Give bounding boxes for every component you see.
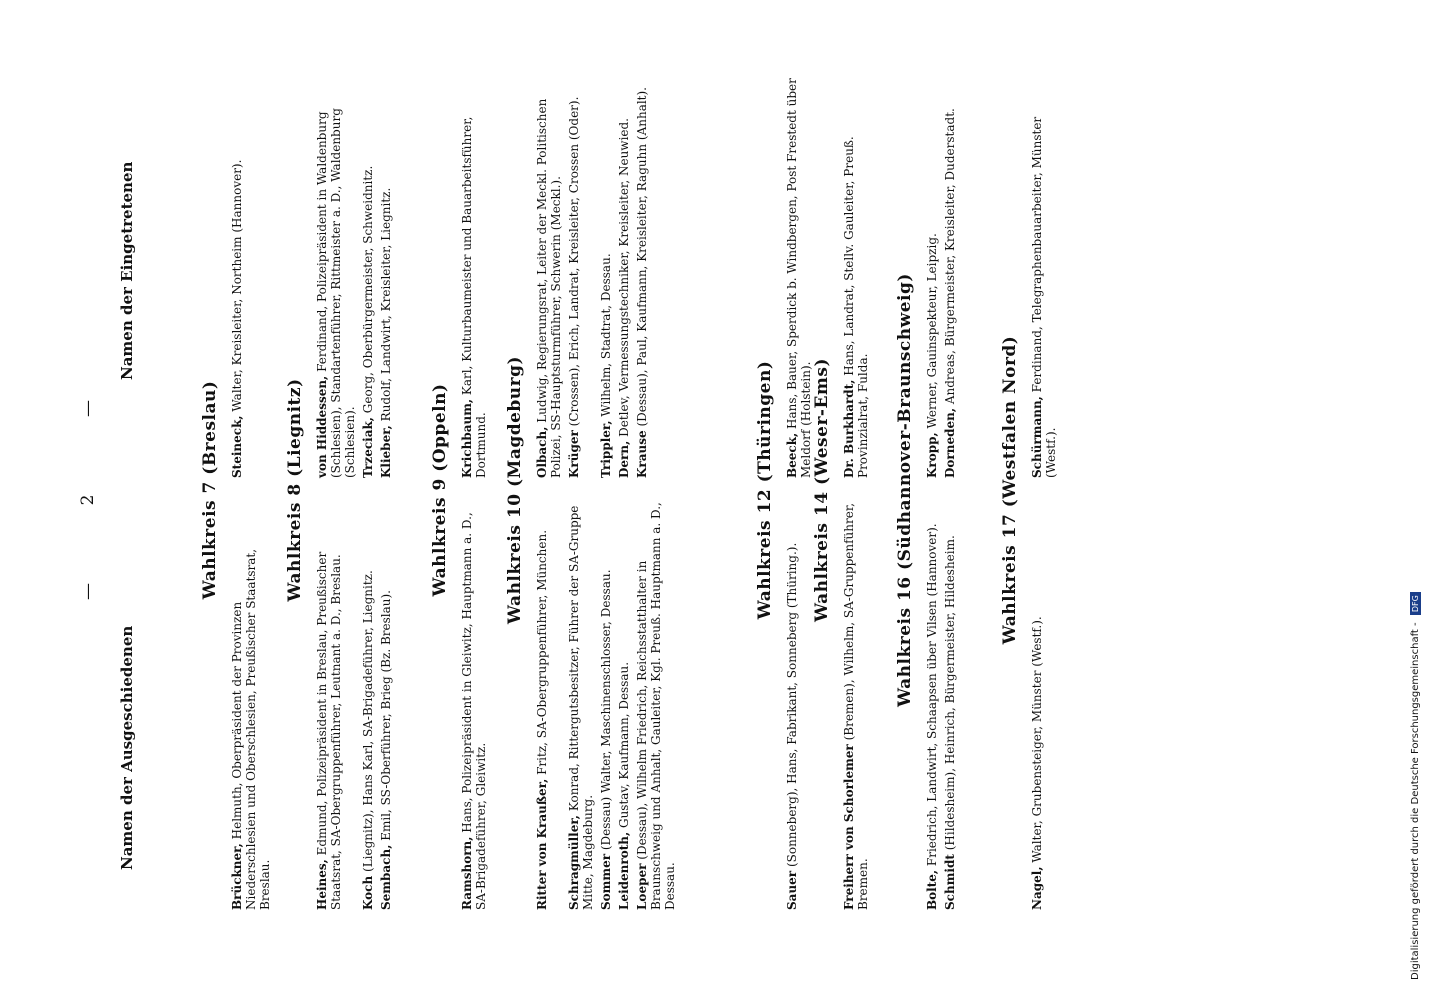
- entered-entry: [460, 70, 488, 478]
- section-wahlkreis: [430, 70, 488, 910]
- section-rows: [535, 70, 677, 910]
- table-row: [599, 70, 613, 910]
- person-details: (Dessau) Walter, Maschinenschlosser, Dessau.: [599, 569, 613, 851]
- table-row: [567, 70, 595, 910]
- page-number: — 2 —: [78, 470, 98, 530]
- section-rows: [1030, 70, 1058, 910]
- person-details: (Liegnitz), Hans Karl, SA-Brigadeführer, Liegnitz.: [361, 570, 375, 872]
- person-name: Trzeciak,: [361, 417, 375, 478]
- section-wahlkreis: [755, 70, 813, 910]
- person-name: Dr. Burkhardt,: [842, 379, 856, 478]
- person-name: Sauer: [785, 870, 799, 910]
- person-details: Gustav, Kaufmann, Dessau.: [617, 661, 631, 829]
- entered-entry: [635, 70, 677, 478]
- section-rows: [315, 70, 393, 910]
- person-details: Werner, Gauinspekteur, Leipzig.: [925, 233, 939, 429]
- person-details: (Dessau), Paul, Kaufmann, Kreisleiter, Raguhn (Anhalt).: [635, 87, 649, 427]
- person-name: Koch: [361, 875, 375, 910]
- table-row: [617, 70, 631, 910]
- section-title: Wahlkreis 14 (Weser-Ems): [812, 357, 832, 623]
- section-rows: [925, 70, 957, 910]
- table-row: [943, 70, 957, 910]
- departed-entry: [315, 502, 357, 910]
- person-details: Ludwig, Regierungsrat, Leiter der Meckl. Politischen Polizei, SS-Hauptsturmführer, Schwerin (Meckl.).: [535, 98, 563, 478]
- section-wahlkreis: [895, 70, 957, 910]
- table-row: [925, 70, 939, 910]
- person-details: Andreas, Bürgermeister, Kreisleiter, Duderstadt.: [943, 108, 957, 405]
- entered-entry: [943, 70, 957, 478]
- person-name: Schragmüller,: [567, 815, 581, 910]
- departed-entry: [617, 502, 631, 910]
- person-details: Rudolf, Landwirt, Kreisleiter, Liegnitz.: [379, 187, 393, 422]
- entered-entry: [599, 70, 613, 478]
- person-details: Friedrich, Landwirt, Schaapsen über Vilsen (Hannover).: [925, 523, 939, 867]
- person-name: Schmidt: [943, 854, 957, 910]
- person-name: Dern,: [617, 440, 631, 478]
- person-details: Karl, Kulturbaumeister und Bauarbeitsführer, Dortmund.: [460, 116, 488, 478]
- section-title: Wahlkreis 7 (Breslau): [200, 380, 220, 600]
- table-row: [230, 70, 272, 910]
- table-row: [635, 70, 677, 910]
- person-details: Edmund, Polizeipräsident in Breslau, Preußischer Staatsrat, SA-Obergruppenführer, Leutnant a. D., Breslau.: [315, 551, 343, 910]
- departed-entry: [842, 502, 870, 910]
- person-details: Ferdinand, Telegraphenbauarbeiter, Münster (Westf.).: [1030, 116, 1058, 478]
- section-wahlkreis: [200, 70, 272, 910]
- entered-entry: [315, 70, 357, 478]
- person-name: Ramshorn,: [460, 836, 474, 910]
- section-wahlkreis: [812, 70, 870, 910]
- entered-entry: [785, 70, 813, 478]
- person-details: Walter, Kreisleiter, Northeim (Hannover).: [230, 159, 244, 412]
- section-title: Wahlkreis 8 (Liegnitz): [285, 378, 305, 602]
- section-wahlkreis: [285, 70, 393, 910]
- section-title: Wahlkreis 10 (Magdeburg): [505, 355, 525, 625]
- departed-entry: [599, 502, 613, 910]
- departed-entry: [230, 502, 272, 910]
- person-name: Loeper: [635, 863, 649, 910]
- person-name: Sommer: [599, 853, 613, 910]
- table-row: [379, 70, 393, 910]
- person-name: Schürmann,: [1030, 396, 1044, 478]
- departed-entry: [1030, 502, 1058, 910]
- departed-entry: [567, 502, 595, 910]
- person-name: Steineck,: [230, 415, 244, 478]
- departed-entry: [460, 502, 488, 910]
- section-rows: [460, 70, 488, 910]
- person-details: Walter, Grubensteiger, Münster (Westf.).: [1030, 616, 1044, 863]
- table-row: [785, 70, 813, 910]
- header-left-departed: Namen der Ausgeschiedenen: [118, 625, 136, 870]
- person-name: Beeck,: [785, 432, 799, 478]
- person-details: (Hildesheim), Heinrich, Bürgermeister, Hildesheim.: [943, 535, 957, 851]
- person-name: Kropp,: [925, 432, 939, 478]
- person-details: Ferdinand, Polizeipräsident in Waldenburg (Schlesien), Standartenführer, Rittmeister a. D., Waldenburg (Schlesien).: [315, 108, 357, 478]
- person-name: Krichbaum,: [460, 398, 474, 478]
- section-title: Wahlkreis 17 (Westfalen Nord): [1000, 335, 1020, 645]
- table-row: [535, 70, 563, 910]
- person-details: (Bremen), Wilhelm, SA-Gruppenführer, Bremen.: [842, 502, 870, 910]
- departed-entry: [785, 502, 813, 910]
- digitization-credit: [1410, 20, 1421, 980]
- departed-entry: [925, 502, 939, 910]
- person-details: (Dessau), Wilhelm Friedrich, Reichsstatthalter in Braunschweig und Anhalt, Gauleiter, Kgl. Preuß. Hauptmann a. D., Dessau.: [635, 502, 677, 910]
- person-name: Leidenroth,: [617, 831, 631, 910]
- section-title: Wahlkreis 9 (Oppeln): [430, 383, 450, 597]
- person-name: Nagel,: [1030, 866, 1044, 910]
- person-details: Georg, Oberbürgermeister, Schweidnitz.: [361, 165, 375, 414]
- section-wahlkreis: [505, 70, 677, 910]
- person-name: Bolte,: [925, 869, 939, 910]
- person-name: Trippler,: [599, 420, 613, 478]
- person-name: Klieber,: [379, 425, 393, 478]
- entered-entry: [842, 70, 870, 478]
- person-details: Hans, Polizeipräsident in Gleiwitz, Hauptmann a. D., SA-Brigadeführer, Gleiwitz.: [460, 512, 488, 910]
- entered-entry: [230, 70, 272, 478]
- person-name: Olbach,: [535, 426, 549, 478]
- person-details: (Sonneberg), Hans, Fabrikant, Sonneberg (Thüring.).: [785, 542, 799, 868]
- person-name: Sembach,: [379, 844, 393, 910]
- departed-entry: [635, 502, 677, 910]
- departed-entry: [943, 502, 957, 910]
- person-details: Hans, Landrat, Stellv. Gauleiter, Preuß. Provinzialrat, Fulda.: [842, 136, 870, 478]
- section-wahlkreis: [1000, 70, 1058, 910]
- table-row: [460, 70, 488, 910]
- person-details: Emil, SS-Oberführer, Brieg (Bz. Breslau).: [379, 590, 393, 841]
- section-rows: [230, 70, 272, 910]
- person-details: Konrad, Rittergutsbesitzer, Führer der SA-Gruppe Mitte, Magdeburg.: [567, 505, 595, 910]
- person-name: von Hiddessen,: [315, 375, 329, 478]
- entered-entry: [535, 70, 563, 478]
- table-row: [842, 70, 870, 910]
- entered-entry: [567, 70, 595, 478]
- person-name: Krüger: [567, 430, 581, 478]
- credit-text: Digitalisierung gefördert durch die Deutsche Forschungsgemeinschaft -: [1410, 622, 1421, 980]
- table-row: [361, 70, 375, 910]
- person-name: Heines,: [315, 859, 329, 910]
- person-name: Freiherr von Schorlemer: [842, 744, 856, 910]
- entered-entry: [925, 70, 939, 478]
- entered-entry: [379, 70, 393, 478]
- entered-entry: [1030, 70, 1058, 478]
- person-name: Krause: [635, 430, 649, 478]
- section-rows: [842, 70, 870, 910]
- departed-entry: [361, 502, 375, 910]
- person-name: Dorneden,: [943, 407, 957, 478]
- section-title: Wahlkreis 12 (Thüringen): [755, 360, 775, 620]
- dfg-logo: DFG: [1410, 592, 1421, 615]
- section-title: Wahlkreis 16 (Südhannover-Braunschweig): [895, 273, 915, 707]
- person-name: Brückner,: [230, 843, 244, 910]
- entered-entry: [617, 70, 631, 478]
- person-details: Wilhelm, Stadtrat, Dessau.: [599, 253, 613, 417]
- person-details: Hans, Bauer, Sperdick b. Windbergen, Post Frestedt über Meldorf (Holstein).: [785, 78, 813, 478]
- person-name: Ritter von Kraußer,: [535, 778, 549, 910]
- entered-entry: [361, 70, 375, 478]
- person-details: Detlev, Vermessungstechniker, Kreisleiter, Neuwied.: [617, 117, 631, 437]
- person-details: Fritz, SA-Obergruppenführer, München.: [535, 529, 549, 775]
- person-details: Helmuth, Oberpräsident der Provinzen Niederschlesien und Oberschlesien, Preußischer Staatsrat, Breslau.: [230, 548, 272, 910]
- section-rows: [785, 70, 813, 910]
- table-row: [315, 70, 357, 910]
- departed-entry: [379, 502, 393, 910]
- person-details: (Crossen), Erich, Landrat, Kreisleiter, Crossen (Oder).: [567, 96, 581, 427]
- header-right-entered: Namen der Eingetretenen: [118, 161, 136, 380]
- departed-entry: [535, 502, 563, 910]
- table-row: [1030, 70, 1058, 910]
